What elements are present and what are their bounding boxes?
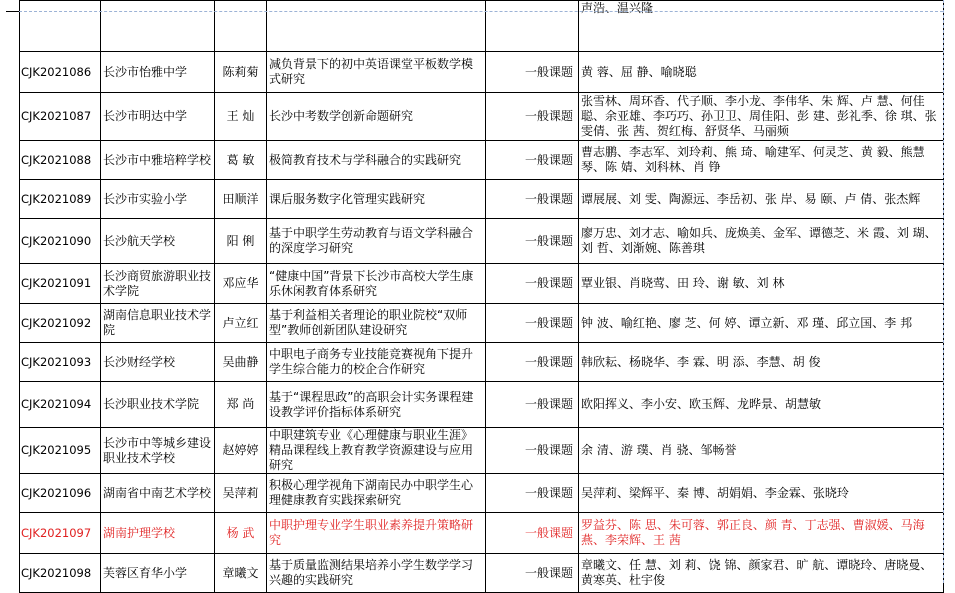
leader-name: 赵婷婷 xyxy=(215,428,267,474)
member-list: 黄 蓉、屈 静、喻晓聪 xyxy=(579,52,944,93)
unit-name: 长沙职业技术学院 xyxy=(101,382,215,428)
table-row xyxy=(20,141,944,180)
member-list: 钟 波、喻红艳、廖 芝、何 婷、谭立新、邓 瑾、邱立国、李 邦 xyxy=(579,304,944,343)
project-title: 中职电子商务专业技能竞赛视角下提升学生综合能力的校企合作研究 xyxy=(267,343,486,382)
member-cell: 声浩、温兴隆 xyxy=(579,1,944,52)
project-code: CJK2021089 xyxy=(20,180,101,219)
project-code: CJK2021088 xyxy=(20,141,101,180)
project-title: 减负背景下的初中英语课堂平板数学模式研究 xyxy=(267,52,486,93)
project-code: CJK2021094 xyxy=(20,382,101,428)
project-type: 一般课题 xyxy=(486,428,579,474)
table-row xyxy=(20,343,944,382)
project-code: CJK2021092 xyxy=(20,304,101,343)
project-type: 一般课题 xyxy=(486,343,579,382)
project-type: 一般课题 xyxy=(486,474,579,513)
leader-name: 田顺洋 xyxy=(215,180,267,219)
leader-name: 卢立红 xyxy=(215,304,267,343)
leader-name: 邓应华 xyxy=(215,264,267,304)
project-title: 积极心理学视角下湖南民办中职学生心理健康教育实践探索研究 xyxy=(267,474,486,513)
project-type: 一般课题 xyxy=(486,52,579,93)
project-title: 基于“课程思政”的高职会计实务课程建设教学评价指标体系研究 xyxy=(267,382,486,428)
project-code: CJK2021097 xyxy=(20,513,101,554)
member-list: 罗益芬、陈 思、朱可蓉、郭正良、颜 青、丁志强、曹淑媛、马海燕、李荣辉、王 茜 xyxy=(579,513,944,554)
project-title: 长沙中考数学创新命题研究 xyxy=(267,93,486,141)
leader-name: 陈莉菊 xyxy=(215,52,267,93)
project-type: 一般课题 xyxy=(486,180,579,219)
leader-name: 郑 尚 xyxy=(215,382,267,428)
project-title: 基于利益相关者理论的职业院校“双师型”教师创新团队建设研究 xyxy=(267,304,486,343)
project-code: CJK2021098 xyxy=(20,554,101,593)
project-type: 一般课题 xyxy=(486,513,579,554)
unit-name: 长沙市怡雅中学 xyxy=(101,52,215,93)
unit-name: 芙蓉区育华小学 xyxy=(101,554,215,593)
project-table xyxy=(19,0,944,593)
project-type: 一般课题 xyxy=(486,382,579,428)
table-row xyxy=(20,382,944,428)
member-list: 廖万忠、刘才志、喻如兵、庞焕美、金军、谭德芝、米 霞、刘 瑚、刘 哲、刘渐婉、陈善琪 xyxy=(579,219,944,264)
project-code: CJK2021087 xyxy=(20,93,101,141)
project-title: 课后服务数字化管理实践研究 xyxy=(267,180,486,219)
project-title: 基于质量监测结果培养小学生数学学习兴趣的实践研究 xyxy=(267,554,486,593)
unit-name: 长沙商贸旅游职业技术学院 xyxy=(101,264,215,304)
leader-name: 王 灿 xyxy=(215,93,267,141)
leader-name: 章曦文 xyxy=(215,554,267,593)
table-row xyxy=(20,52,944,93)
member-list: 余 清、游 璞、肖 骁、邹畅誉 xyxy=(579,428,944,474)
project-title: “健康中国”背景下长沙市高校大学生康乐休闲教育体系研究 xyxy=(267,264,486,304)
project-type: 一般课题 xyxy=(486,264,579,304)
leader-name: 葛 敏 xyxy=(215,141,267,180)
unit-name: 湖南护理学校 xyxy=(101,513,215,554)
member-list: 张雪林、周环香、代子顺、李小龙、李伟华、朱 辉、卢 慧、何佳聪、余亚雄、李巧巧、孙卫卫、周佳阳、彭 建、彭礼季、徐 琪、张雯倩、张 茜、贺红梅、舒贤华、马丽频 xyxy=(579,93,944,141)
project-title: 基于中职学生劳动教育与语文学科融合的深度学习研究 xyxy=(267,219,486,264)
unit-name: 长沙市中等城乡建设职业技术学校 xyxy=(101,428,215,474)
unit-name: 长沙市明达中学 xyxy=(101,93,215,141)
table-row xyxy=(20,474,944,513)
project-code: CJK2021096 xyxy=(20,474,101,513)
project-type: 一般课题 xyxy=(486,304,579,343)
table-row xyxy=(20,93,944,141)
project-code: CJK2021086 xyxy=(20,52,101,93)
member-list: 吴萍莉、梁辉平、秦 博、胡娟娟、李金霖、张晓玲 xyxy=(579,474,944,513)
project-type: 一般课题 xyxy=(486,141,579,180)
table-row xyxy=(20,554,944,593)
project-title: 中职护理专业学生职业素养提升策略研究 xyxy=(267,513,486,554)
member-list: 曹志鹏、李志军、刘玲莉、熊 琦、喻建军、何灵芝、黄 毅、熊慧琴、陈 婧、刘科林、肖 铮 xyxy=(579,141,944,180)
project-type: 一般课题 xyxy=(486,93,579,141)
member-list: 章曦文、任 慧、刘 莉、饶 锦、颜家君、旷 航、谭晓玲、唐晓曼、黄寒英、杜宇俊 xyxy=(579,554,944,593)
member-list: 欧阳挥义、李小安、欧玉辉、龙晔景、胡慧敏 xyxy=(579,382,944,428)
leader-name: 杨 武 xyxy=(215,513,267,554)
margin-guide xyxy=(943,0,944,583)
project-code: CJK2021093 xyxy=(20,343,101,382)
table-row xyxy=(20,428,944,474)
member-list: 韩欣耘、杨晓华、李 霖、明 添、李慧、胡 俊 xyxy=(579,343,944,382)
project-type: 一般课题 xyxy=(486,554,579,593)
project-title: 中职建筑专业《心理健康与职业生涯》精品课程线上教育教学资源建设与应用研究 xyxy=(267,428,486,474)
page-corner-mark xyxy=(6,11,20,12)
unit-name: 长沙财经学校 xyxy=(101,343,215,382)
table-row xyxy=(20,513,944,554)
leader-name: 阳 俐 xyxy=(215,219,267,264)
margin-guide xyxy=(19,11,943,12)
unit-name: 长沙市中雅培粹学校 xyxy=(101,141,215,180)
table-row xyxy=(20,180,944,219)
table-row xyxy=(20,264,944,304)
table-row xyxy=(20,1,944,52)
leader-name: 吴曲静 xyxy=(215,343,267,382)
project-type: 一般课题 xyxy=(486,219,579,264)
project-code: CJK2021090 xyxy=(20,219,101,264)
leader-name: 吴萍莉 xyxy=(215,474,267,513)
unit-name: 湖南信息职业技术学院 xyxy=(101,304,215,343)
project-title: 极简教育技术与学科融合的实践研究 xyxy=(267,141,486,180)
member-list: 谭展展、刘 雯、陶源远、李岳初、张 岸、易 颐、卢 倩、张杰辉 xyxy=(579,180,944,219)
unit-name: 长沙市实验小学 xyxy=(101,180,215,219)
unit-name: 湖南省中南艺术学校 xyxy=(101,474,215,513)
project-code: CJK2021095 xyxy=(20,428,101,474)
member-list: 覃业银、肖晓莺、田 玲、谢 敏、刘 林 xyxy=(579,264,944,304)
table-row xyxy=(20,219,944,264)
project-code: CJK2021091 xyxy=(20,264,101,304)
table-row xyxy=(20,304,944,343)
unit-name: 长沙航天学校 xyxy=(101,219,215,264)
